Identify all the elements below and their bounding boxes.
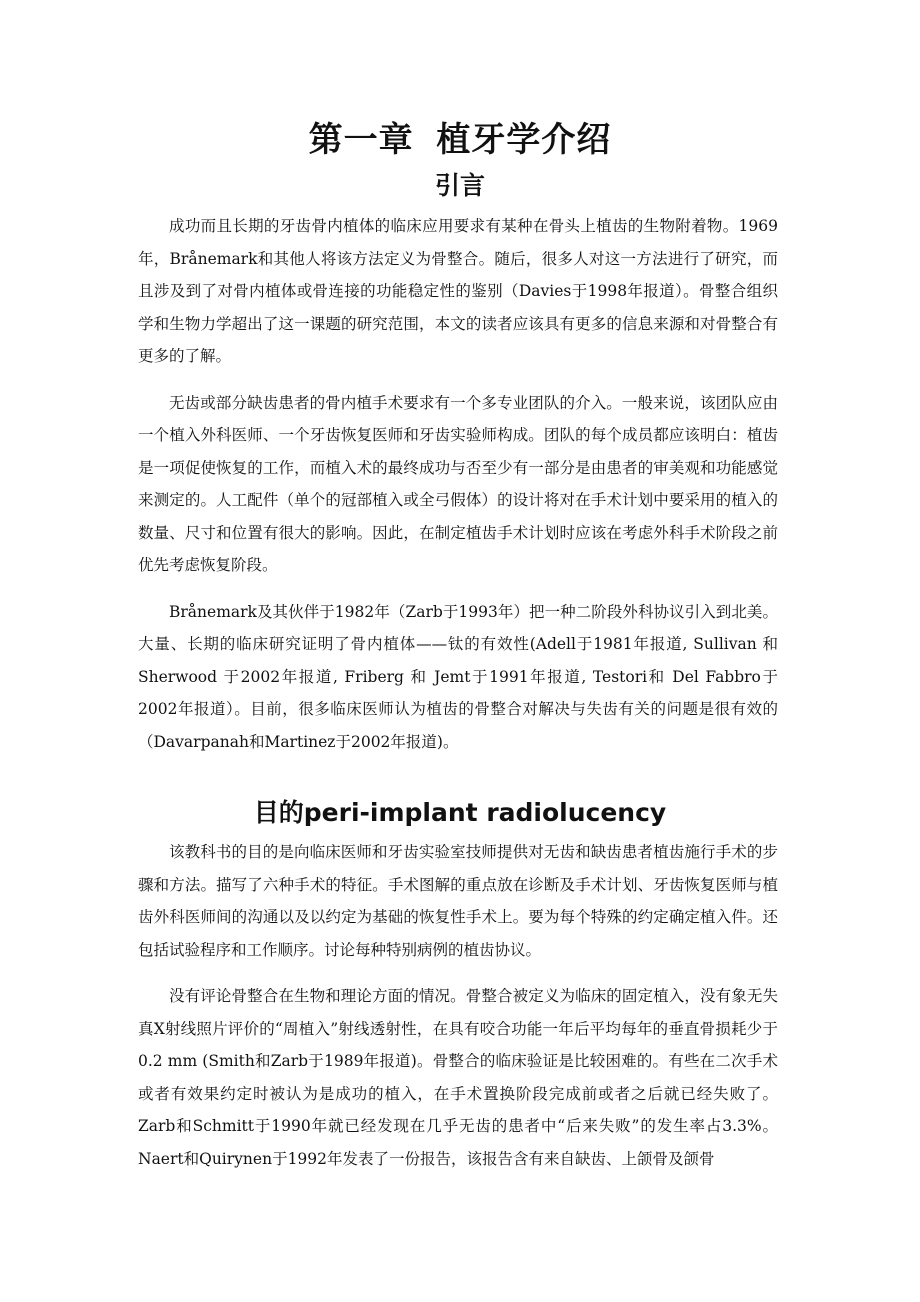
intro-paragraph-2: 无齿或部分缺齿患者的骨内植手术要求有一个多专业团队的介入。一般来说，该团队应由一个植入外科医师、一个牙齿恢复医师和牙齿实验师构成。团队的每个成员都应该明白：植齿是一项促使恢复的工作，而植入术的最终成功与否至少有一部分是由患者的审美观和功能感觉来测定的。人工配件（单个的冠部植入或全弓假体）的设计将对在手术计划中要采用的植入的数量、尺寸和位置有很大的影响。因此，在制定植齿手术计划时应该在考虑外科手术阶段之前优先考虑恢复阶段。 — [138, 393, 778, 574]
intro-heading: 引言 — [434, 171, 485, 200]
purpose-paragraph-2: 没有评论骨整合在生物和理论方面的情况。骨整合被定义为临床的固定植入，没有象无失真X射线照片评价的“周植入”射线透射性，在具有咬合功能一年后平均每年的垂直骨损耗少于0.2 mm (Smith和Zarb于1989年报道)。骨整合的临床验证是比较困难的。有些在二次手术或者有效果约定时被认为是成功的植入，在手术置换阶段完成前或者之后就已经失败了。Zarb和Schmitt于1990年就已经发现在几乎无齿的患者中“后来失败”的发生率占3.3%。Naert和Quirynen于1992年发表了一份报告，该报告含有来自缺齿、上颌骨及颌骨 — [138, 987, 778, 1168]
purpose-section — [138, 836, 778, 1189]
purpose-paragraph-1: 该教科书的目的是向临床医师和牙齿实验室技师提供对无齿和缺齿患者植齿施行手术的步骤和方法。描写了六种手术的特征。手术图解的重点放在诊断及手术计划、牙齿恢复医师与植齿外科医师间的沟通以及以约定为基础的恢复性手术上。要为每个特殊的约定确定植入件。还包括试验程序和工作顺序。讨论每种特别病例的植齿协议。 — [138, 843, 778, 959]
intro-paragraph-1: 成功而且长期的牙齿骨内植体的临床应用要求有某种在骨头上植齿的生物附着物。1969年，Brånemark和其他人将该方法定义为骨整合。随后，很多人对这一方法进行了研究，而且涉及到了对骨内植体或骨连接的功能稳定性的鉴别（Davies于1998年报道）。骨整合组织学和生物力学超出了这一课题的研究范围，本文的读者应该具有更多的信息来源和对骨整合有更多的了解。 — [138, 217, 778, 365]
chapter-title: 第一章 植牙学介绍 — [308, 120, 612, 160]
purpose-heading: 目的peri-implant radiolucency — [253, 798, 667, 827]
intro-section — [138, 210, 778, 772]
intro-paragraph-3: Brånemark及其伙伴于1982年（Zarb于1993年）把一种二阶段外科协议引入到北美。大量、长期的临床研究证明了骨内植体——钛的有效性(Adell于1981年报道, Sullivan 和 Sherwood 于2002年报道, Friberg 和 Jemt于1991年报道, Testori和 Del Fabbro于2002年报道）。目前，很多临床医师认为植齿的骨整合对解决与失齿有关的问题是很有效的（Davarpanah和Martinez于2002年报道)。 — [138, 602, 778, 751]
